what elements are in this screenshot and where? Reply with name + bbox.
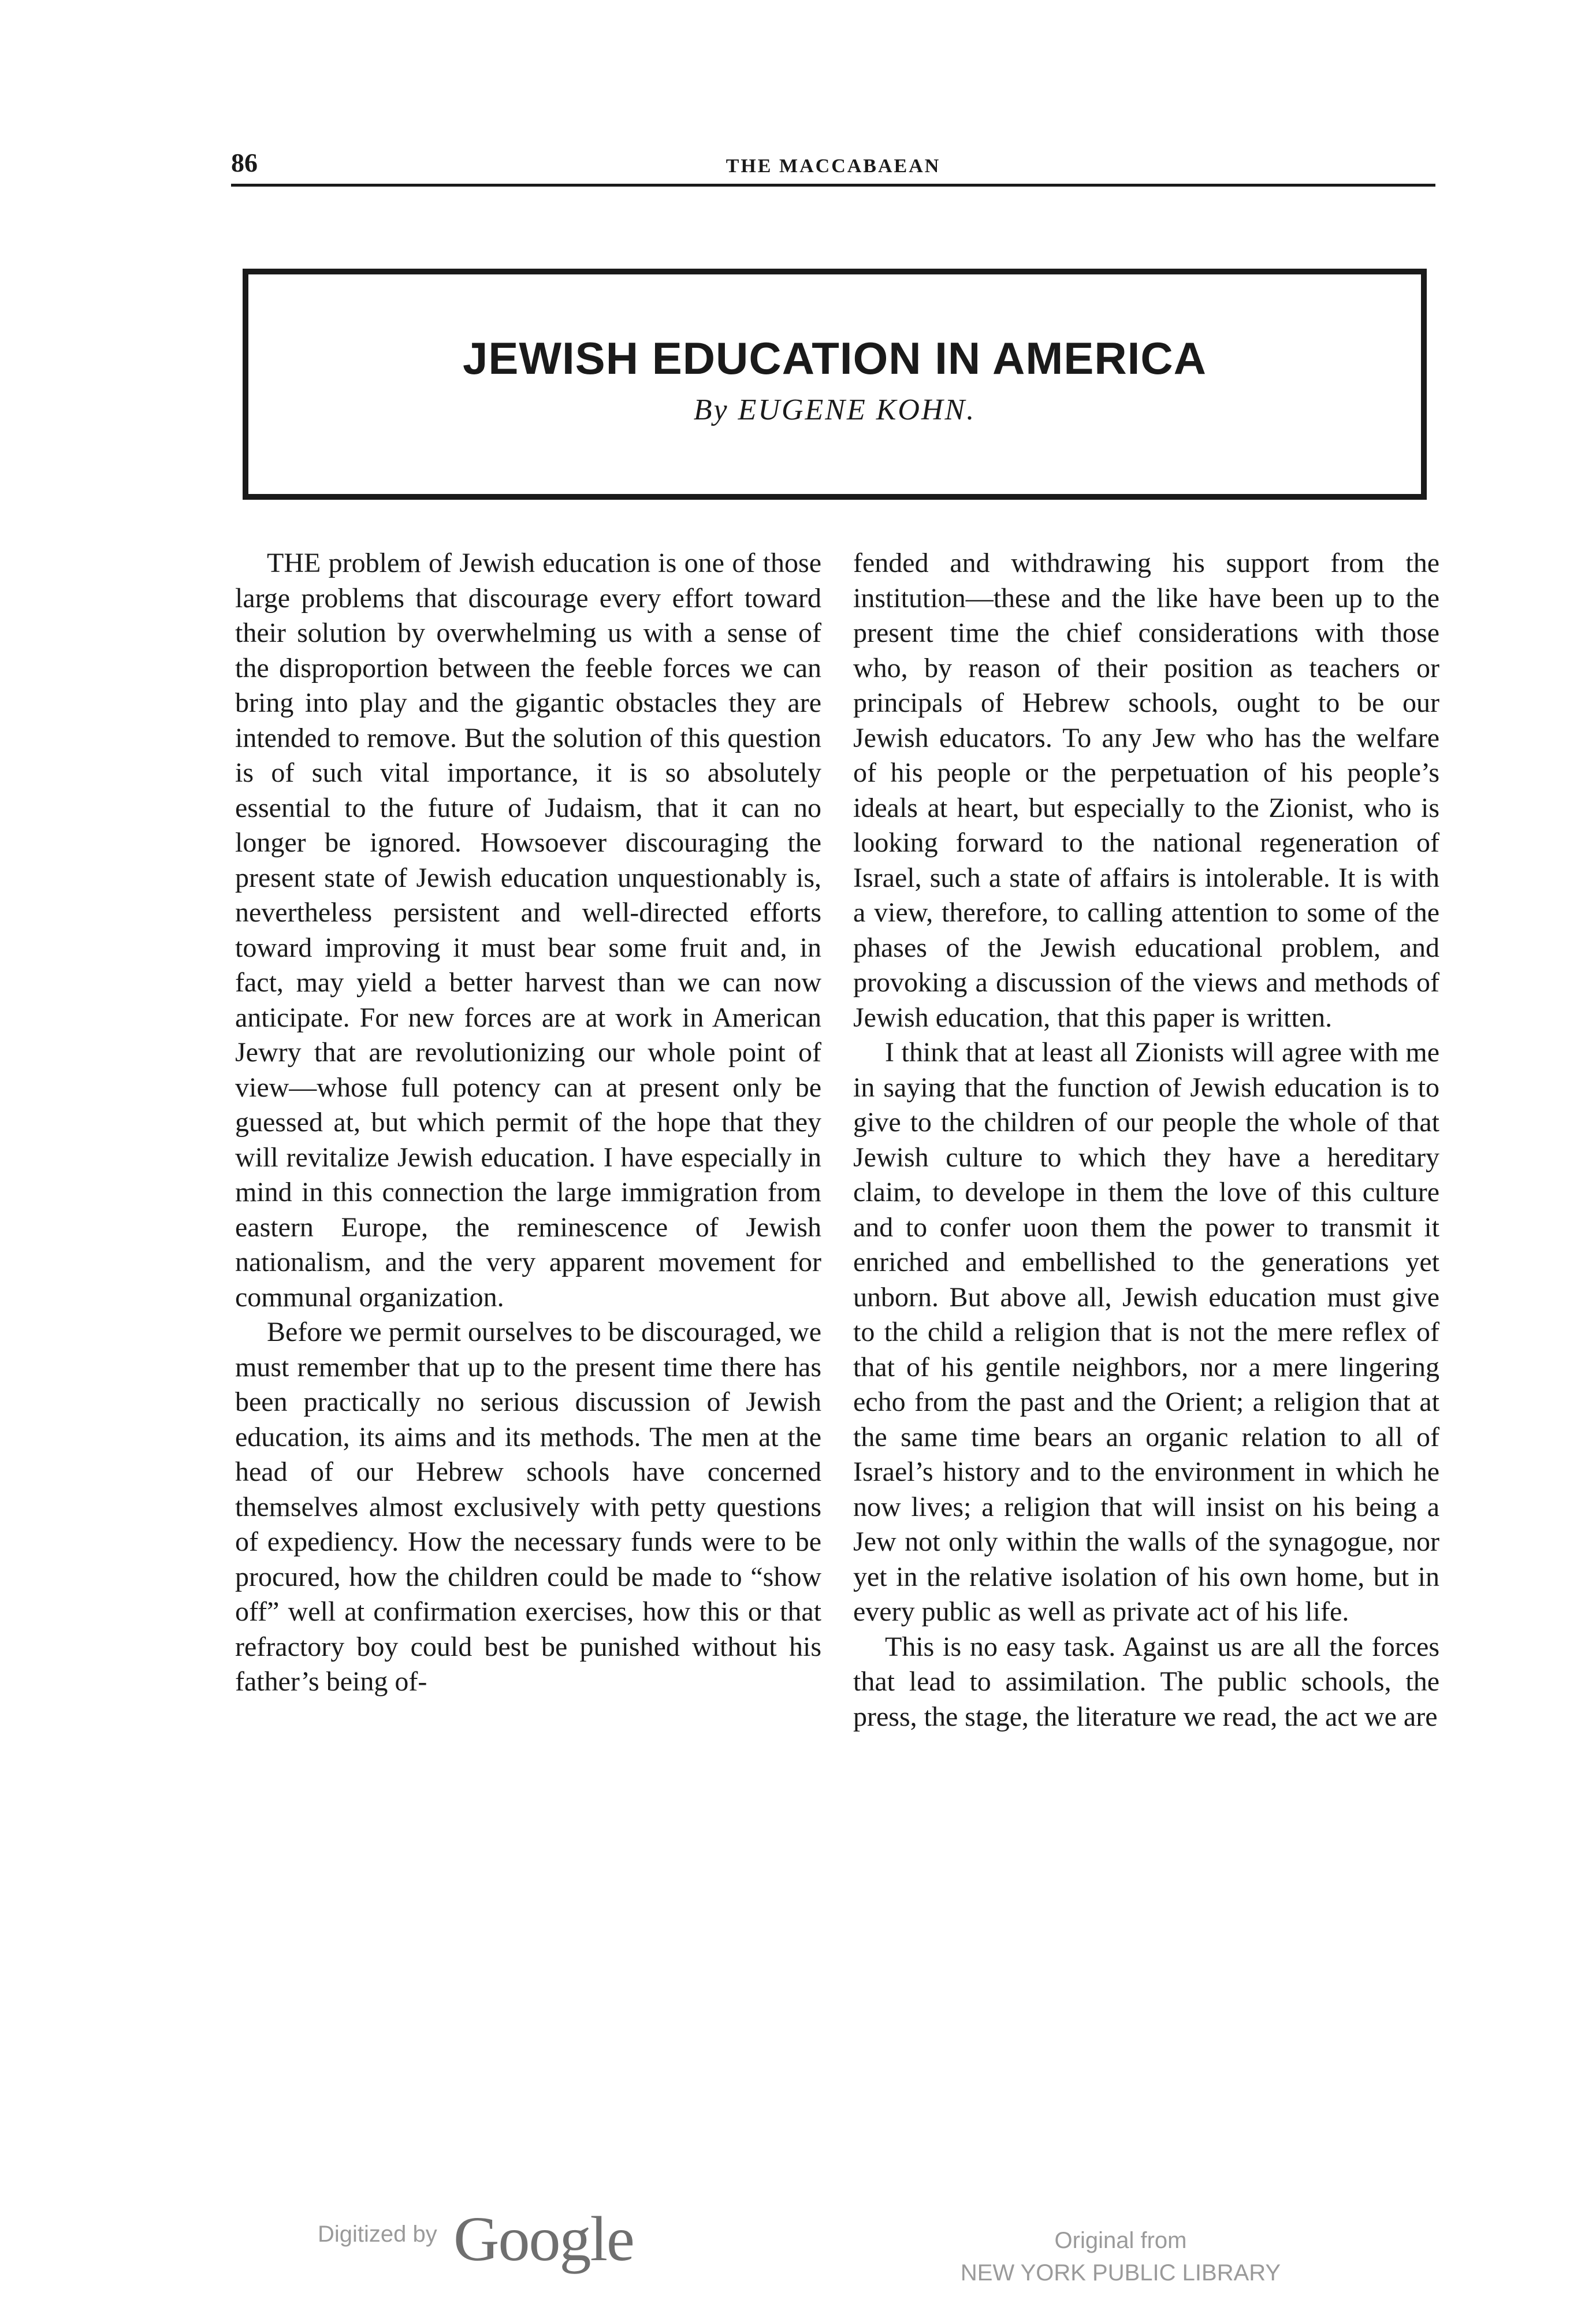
library-name: NEW YORK PUBLIC LIBRARY <box>960 2260 1281 2286</box>
paragraph: fended and withdrawing his support from the institution—these and the like have been up to the present time the chief considerations with those who, by reason of their position as teachers or principals of Hebrew schools, ought to be our Jewish educators. To any Jew who has the welfare of his people or the perpetuation of his people’s ideals at heart, but especially to the Zionist, who is looking forward to the national regeneration of Israel, such a state of affairs is intolerable. It is with a view, therefore, to calling attention to some of the phases of the Jewish educational problem, and provoking a discussion of the views and methods of Jewish education, that this paper is written. <box>853 548 1439 1033</box>
byline: By EUGENE KOHN. <box>693 393 976 426</box>
page-number: 86 <box>231 148 258 177</box>
original-from-label: Original from <box>1054 2228 1187 2253</box>
library-attribution <box>942 2224 1300 2289</box>
header-rule <box>231 184 1435 187</box>
right-column <box>853 546 1439 2048</box>
page-header <box>231 147 1435 182</box>
paragraph: I think that at least all Zionists will agree with me in saying that the function of Jewish education is to give to the children of our people the whole of that Jewish culture to which they have a hereditary claim, to develope in them the love of this culture and to confer uoon them the power to transmit it enriched and embellished to the generations yet unborn. But above all, Jewish education must give to the child a religion that is not the mere reflex of that of his gentile neighbors, nor a mere lingering echo from the past and the Orient; a religion that at the same time bears an organic relation to all of Israel’s history and to the environment in which he now lives; a religion that will insist on his being a Jew not only within the walls of the synagogue, nor yet in the relative isolation of his own home, but in every public as well as private act of his life. <box>853 1037 1439 1627</box>
running-title: THE MACCABAEAN <box>726 155 941 177</box>
digitized-by-label: Digitized by <box>318 2221 437 2247</box>
title-box <box>243 269 1427 500</box>
google-logo: Google <box>453 2204 634 2274</box>
paragraph: This is no easy task. Against us are all the forces that lead to assimilation. The public schools, the press, the stage, the literature we read, the act we are <box>853 1631 1439 1732</box>
left-column <box>235 546 821 2048</box>
article-title: JEWISH EDUCATION IN AMERICA <box>462 333 1207 384</box>
paragraph: Before we permit ourselves to be discouraged, we must remember that up to the present time there has been practically no serious discussion of Jewish education, its aims and its methods. The men at the head of our Hebrew schools have concerned themselves almost exclusively with petty questions of expediency. How the necessary funds were to be procured, how the children could be made to “show off” well at confirmation exercises, how this or that refractory boy could best be punished without his father’s being of- <box>235 1317 821 1697</box>
paragraph: THE problem of Jewish education is one of those large problems that discourage every effort toward their solution by overwhelming us with a sense of the disproportion between the feeble forces we can bring into play and the gigantic obstacles they are intended to remove. But the solution of this question is of such vital importance, it is so absolutely essential to the future of Judaism, that it can no longer be ignored. Howsoever discouraging the present state of Jewish education unquestionably is, nevertheless persistent and well-directed efforts toward improving it must bear some fruit and, in fact, may yield a better harvest than we can now anticipate. For new forces are at work in American Jewry that are revolutionizing our whole point of view—whose full potency can at present only be guessed at, but which permit of the hope that they will revitalize Jewish education. I have especially in mind in this connection the large immigration from eastern Europe, the reminescence of Jewish nationalism, and the very apparent movement for communal organization. <box>235 548 821 1313</box>
